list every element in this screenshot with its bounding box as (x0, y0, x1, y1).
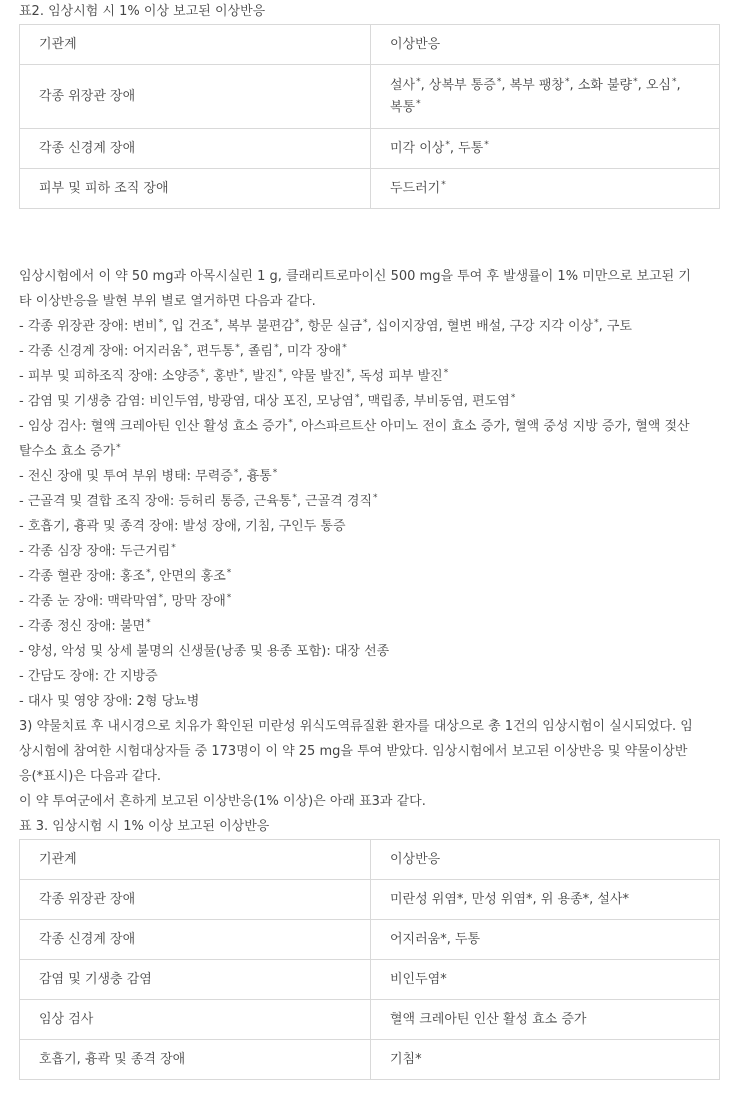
asterisk-mark: * (292, 493, 297, 503)
organ-cell: 각종 신경계 장애 (20, 920, 371, 960)
organ-cell: 각종 위장관 장애 (20, 880, 371, 920)
reaction-cell (371, 65, 720, 129)
asterisk-mark: * (671, 76, 677, 87)
asterisk-mark: * (288, 418, 293, 428)
table-row (20, 960, 720, 1000)
list-item: - 근골격 및 결합 조직 장애: 등허리 통증, 근육통*, 근골격 경직* (19, 493, 378, 509)
asterisk-mark: * (445, 139, 450, 150)
reaction-cell: 미란성 위염*, 만성 위염*, 위 용종*, 설사* (371, 880, 720, 920)
asterisk-mark: * (146, 568, 151, 578)
reaction-cell: 기침* (371, 1040, 720, 1080)
asterisk-mark: * (416, 98, 421, 109)
reaction-line: 복통* (390, 98, 421, 115)
table-row (20, 880, 720, 920)
reaction-cell: 비인두염* (371, 960, 720, 1000)
list-item: - 대사 및 영양 장애: 2형 당뇨병 (19, 694, 200, 709)
column-header-reaction: 이상반응 (371, 840, 720, 880)
paragraph-line: 임상시험에서 이 약 50 mg과 아목시실린 1 g, 클래리트로마이신 500 mg을 투여 후 발생률이 1% 미만으로 보고된 기 (19, 269, 691, 284)
asterisk-mark: * (496, 76, 502, 87)
asterisk-mark: * (200, 368, 205, 378)
asterisk-mark: * (226, 568, 232, 578)
asterisk-mark: * (510, 393, 516, 403)
asterisk-mark: * (441, 179, 446, 190)
list-item: - 피부 및 피하조직 장애: 소양증*, 홍반*, 발진*, 약물 발진*, 독성 피부 발진* (19, 368, 449, 384)
table-row (20, 920, 720, 960)
reaction-cell: 두드러기* (371, 169, 720, 209)
column-header-reaction: 이상반응 (371, 25, 720, 65)
list-item: - 각종 위장관 장애: 변비*, 입 건조*, 복부 불편감*, 항문 실금*, 십이지장염, 혈변 배설, 구강 지각 이상*, 구토 (19, 318, 632, 334)
paragraph-line: 3) 약물치료 후 내시경으로 치유가 확인된 미란성 위식도역류질환 환자를 대상으로 총 1건의 임상시험이 실시되었다. 임 (19, 719, 693, 734)
asterisk-mark: * (183, 343, 189, 353)
list-item: - 임상 검사: 혈액 크레아틴 인산 활성 효소 증가*, 아스파르트산 아미노 전이 효소 증가, 혈액 중성 지방 증가, 혈액 젖산 (19, 418, 690, 434)
list-item: - 양성, 악성 및 상세 불명의 신생물(낭종 및 용종 포함): 대장 선종 (19, 644, 390, 659)
asterisk-mark: * (278, 368, 283, 378)
organ-cell: 호흡기, 흉곽 및 종격 장애 (20, 1040, 371, 1080)
reaction-cell: 어지러움*, 두통 (371, 920, 720, 960)
asterisk-mark: * (346, 368, 351, 378)
asterisk-mark: * (363, 318, 368, 328)
adverse-reaction-list (19, 314, 721, 714)
table-header-row (20, 25, 720, 65)
asterisk-mark: * (416, 76, 421, 87)
asterisk-mark: * (158, 593, 164, 603)
asterisk-mark: * (214, 318, 219, 328)
list-item: - 간담도 장애: 간 지방증 (19, 669, 158, 684)
list-item: - 전신 장애 및 투여 부위 병태: 무력증*, 흉통* (19, 468, 278, 484)
asterisk-mark: * (633, 76, 638, 87)
asterisk-mark: * (342, 343, 347, 353)
table-row (20, 1040, 720, 1080)
asterisk-mark: * (272, 468, 278, 478)
list-item: 탈수소 효소 증가* (19, 443, 121, 459)
list-item: - 각종 정신 장애: 불면* (19, 618, 151, 634)
reaction-cell: 혈액 크레아틴 인산 활성 효소 증가 (371, 1000, 720, 1040)
organ-cell: 감염 및 기생충 감염 (20, 960, 371, 1000)
asterisk-mark: * (294, 318, 300, 328)
asterisk-mark: * (594, 318, 599, 328)
asterisk-mark: * (354, 393, 360, 403)
asterisk-mark: * (158, 318, 164, 328)
asterisk-mark: * (233, 468, 239, 478)
list-item: - 호흡기, 흉곽 및 종격 장애: 발성 장애, 기침, 구인두 통증 (19, 519, 346, 534)
asterisk-mark: * (274, 343, 279, 353)
table-row (20, 1000, 720, 1040)
paragraph-line: 상시험에 참여한 시험대상자들 중 173명이 이 약 25 mg을 투여 받았다. 임상시험에서 보고된 이상반응 및 약물이상반 (19, 744, 688, 759)
reaction-cell: 미각 이상*, 두통* (371, 129, 720, 169)
organ-cell: 각종 신경계 장애 (20, 129, 371, 169)
table-row (20, 65, 720, 129)
reaction-line: 설사*, 상복부 통증*, 복부 팽창*, 소화 불량*, 오심*, (390, 76, 681, 93)
table-header-row (20, 840, 720, 880)
asterisk-mark: * (373, 493, 378, 503)
asterisk-mark: * (235, 343, 240, 353)
table-row (20, 129, 720, 169)
list-item: - 각종 심장 장애: 두근거림* (19, 543, 176, 559)
list-item: - 각종 신경계 장애: 어지러움*, 편두통*, 졸림*, 미각 장애* (19, 343, 347, 359)
list-item: - 각종 눈 장애: 맥락막염*, 망막 장애* (19, 593, 232, 609)
asterisk-mark: * (146, 618, 151, 628)
asterisk-mark: * (171, 543, 176, 553)
table3-caption: 표 3. 임상시험 시 1% 이상 보고된 이상반응 (19, 819, 270, 834)
asterisk-mark: * (226, 593, 232, 603)
adverse-reaction-text (19, 264, 721, 814)
paragraph-line: 응(*표시)은 다음과 같다. (19, 769, 162, 784)
asterisk-mark: * (564, 76, 570, 87)
asterisk-mark: * (239, 368, 244, 378)
paragraph-line: 타 이상반응을 발현 부위 별로 열거하면 다음과 같다. (19, 294, 316, 309)
organ-cell: 각종 위장관 장애 (20, 65, 371, 129)
asterisk-mark: * (116, 443, 121, 453)
organ-cell: 임상 검사 (20, 1000, 371, 1040)
organ-cell: 피부 및 피하 조직 장애 (20, 169, 371, 209)
column-header-organ: 기관계 (20, 840, 371, 880)
table3 (19, 839, 720, 1080)
table2-caption: 표2. 임상시험 시 1% 이상 보고된 이상반응 (19, 4, 266, 19)
asterisk-mark: * (443, 368, 449, 378)
list-item: - 각종 혈관 장애: 홍조*, 안면의 홍조* (19, 568, 232, 584)
column-header-organ: 기관계 (20, 25, 371, 65)
asterisk-mark: * (484, 139, 489, 150)
list-item: - 감염 및 기생충 감염: 비인두염, 방광염, 대상 포진, 모낭염*, 맥립종, 부비동염, 편도염* (19, 393, 516, 409)
paragraph-line: 이 약 투여군에서 흔하게 보고된 이상반응(1% 이상)은 아래 표3과 같다. (19, 794, 426, 809)
table-row (20, 169, 720, 209)
table2 (19, 24, 720, 209)
